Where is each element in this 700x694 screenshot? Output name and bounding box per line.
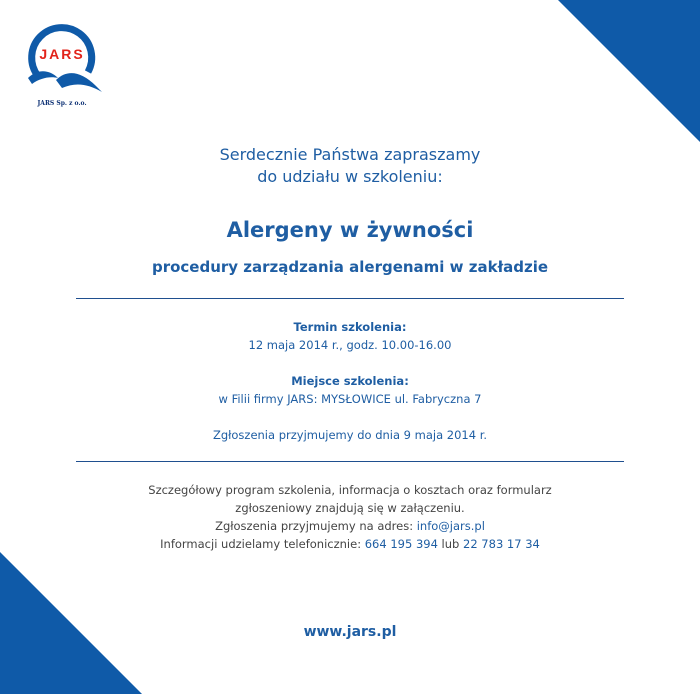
website-link[interactable]: www.jars.pl (303, 624, 397, 640)
jars-logo (22, 14, 102, 94)
invitation-intro (0, 144, 700, 188)
date-value: 12 maja 2014 r., godz. 10.00-16.00 (248, 338, 452, 352)
divider-top (76, 298, 624, 299)
registration-deadline: Zgłoszenia przyjmujemy do dnia 9 maja 2014 r. (212, 428, 488, 442)
logo-text: JARS (39, 46, 85, 62)
corner-decoration-top-right (558, 0, 700, 142)
divider-bottom (76, 461, 624, 462)
corner-decoration-bottom-left (0, 552, 142, 694)
training-title: Alergeny w żywności (226, 218, 474, 242)
intro-line-1: Serdecznie Państwa zapraszamy (219, 145, 481, 164)
date-label: Termin szkolenia: (293, 320, 407, 334)
phone-prefix: Informacji udzielamy telefonicznie: (160, 537, 365, 551)
place-label: Miejsce szkolenia: (291, 374, 409, 388)
phone-number-1[interactable]: 664 195 394 (364, 537, 438, 551)
email-prefix: Zgłoszenia przyjmujemy na adres: (215, 519, 417, 533)
phone-separator: lub (437, 537, 464, 551)
place-value: w Filii firmy JARS: MYSŁOWICE ul. Fabryczna 7 (218, 392, 482, 406)
logo-caption: JARS Sp. z o.o. (37, 100, 87, 107)
footer-program-line-1: Szczegółowy program szkolenia, informacja o kosztach oraz formularz (148, 483, 552, 497)
phone-number-2[interactable]: 22 783 17 34 (463, 537, 540, 551)
training-subtitle: procedury zarządzania alergenami w zakładzie (151, 258, 549, 276)
footer-phone-line (0, 535, 700, 554)
footer-email-line (0, 517, 700, 536)
intro-line-2: do udziału w szkoleniu: (257, 167, 443, 186)
email-link[interactable]: info@jars.pl (416, 519, 485, 533)
footer-program-line-2: zgłoszeniowy znajdują się w załączeniu. (235, 501, 465, 515)
